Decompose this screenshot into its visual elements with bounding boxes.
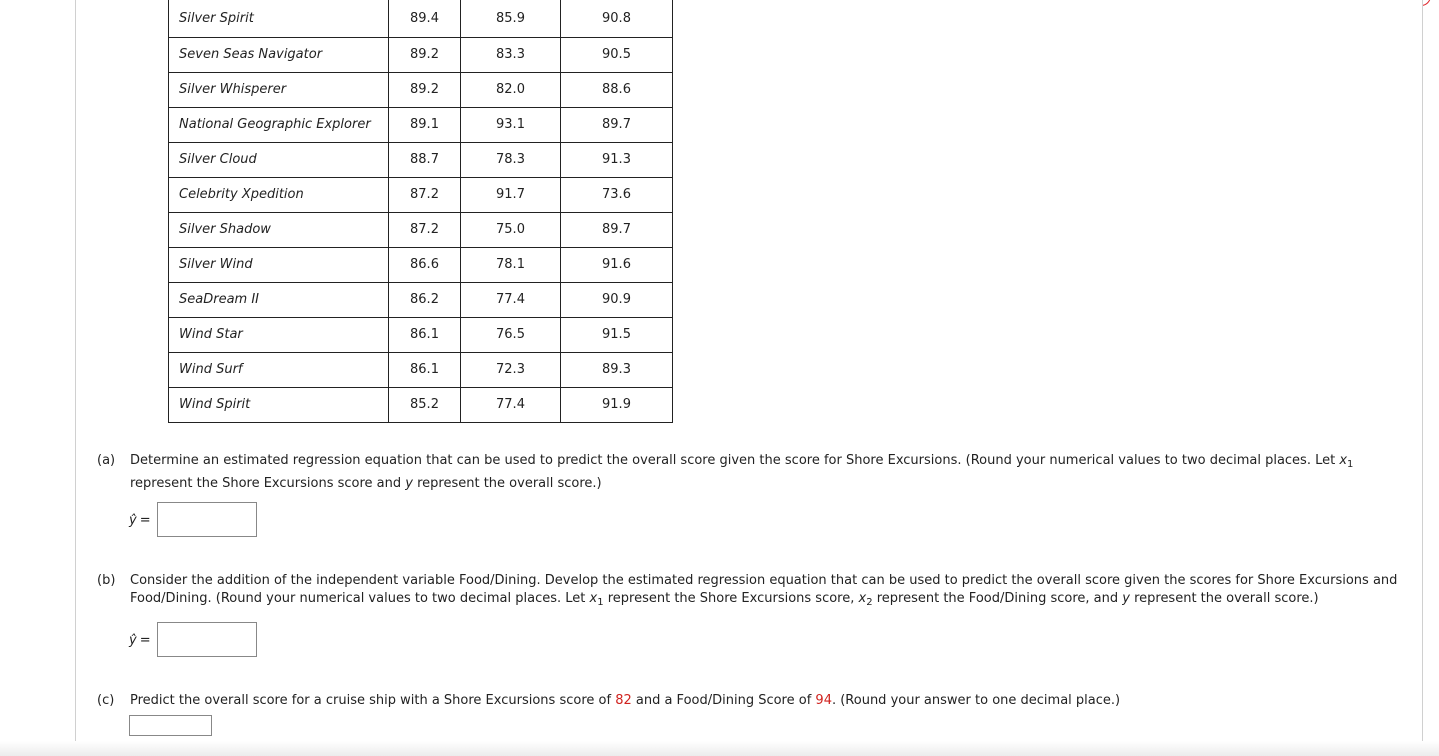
question-a-text-line2: represent the Shore Excursions score and	[130, 476, 406, 491]
table-row	[169, 387, 673, 422]
ship-name-cell: National Geographic Explorer	[169, 107, 389, 142]
question-b-text-line1: Consider the addition of the independent variable Food/Dining. Develop the estimated regression equation that can be used to predict the overall score given the scores for Shore Excursions and	[130, 573, 1398, 588]
question-b-text-line2: Food/Dining. (Round your numerical values to two decimal places. Let	[130, 591, 590, 606]
value-cell: 82.0	[461, 72, 561, 107]
table-row	[169, 352, 673, 387]
question-c-text: Predict the overall score for a cruise ship with a Shore Excursions score of	[130, 693, 616, 708]
ship-name-cell: Silver Whisperer	[169, 72, 389, 107]
bottom-shadow	[0, 741, 1439, 756]
answer-input-a[interactable]	[157, 502, 257, 537]
value-cell: 78.1	[461, 247, 561, 282]
table-row	[169, 0, 673, 37]
yhat-label-b: ŷ =	[129, 633, 151, 648]
value-cell: 91.9	[561, 387, 673, 422]
value-cell: 88.6	[561, 72, 673, 107]
value-cell: 91.6	[561, 247, 673, 282]
table-row	[169, 247, 673, 282]
value-cell: 91.7	[461, 177, 561, 212]
ship-name-cell: Wind Spirit	[169, 387, 389, 422]
ship-name-cell: Silver Wind	[169, 247, 389, 282]
ship-name-cell: Silver Shadow	[169, 212, 389, 247]
ship-name-cell: Seven Seas Navigator	[169, 37, 389, 72]
value-cell: 86.6	[389, 247, 461, 282]
question-a-label: (a)	[97, 453, 116, 468]
value-cell: 78.3	[461, 142, 561, 177]
cruise-ship-table	[168, 0, 673, 423]
value-cell: 90.8	[561, 0, 673, 37]
table-row	[169, 72, 673, 107]
table-row	[169, 142, 673, 177]
table-row	[169, 282, 673, 317]
value-cell: 85.2	[389, 387, 461, 422]
ship-name-cell: SeaDream II	[169, 282, 389, 317]
table-row	[169, 37, 673, 72]
value-cell: 90.5	[561, 37, 673, 72]
value-cell: 89.7	[561, 107, 673, 142]
value-cell: 91.3	[561, 142, 673, 177]
table-row	[169, 317, 673, 352]
answer-input-c[interactable]	[129, 715, 212, 736]
value-cell: 93.1	[461, 107, 561, 142]
value-cell: 89.2	[389, 72, 461, 107]
value-cell: 89.4	[389, 0, 461, 37]
table-row	[169, 177, 673, 212]
value-cell: 89.1	[389, 107, 461, 142]
value-cell: 86.1	[389, 352, 461, 387]
value-cell: 72.3	[461, 352, 561, 387]
value-cell: 87.2	[389, 212, 461, 247]
question-b-label: (b)	[97, 573, 116, 588]
value-cell: 77.4	[461, 282, 561, 317]
value-cell: 90.9	[561, 282, 673, 317]
table-row	[169, 212, 673, 247]
yhat-label-a: ŷ =	[129, 513, 151, 528]
value-cell: 73.6	[561, 177, 673, 212]
table-row	[169, 107, 673, 142]
value-cell: 75.0	[461, 212, 561, 247]
ship-name-cell: Wind Surf	[169, 352, 389, 387]
value-cell: 89.3	[561, 352, 673, 387]
food-score-value: 94	[815, 693, 832, 708]
value-cell: 85.9	[461, 0, 561, 37]
ship-name-cell: Silver Spirit	[169, 0, 389, 37]
value-cell: 88.7	[389, 142, 461, 177]
ship-name-cell: Silver Cloud	[169, 142, 389, 177]
value-cell: 91.5	[561, 317, 673, 352]
value-cell: 86.2	[389, 282, 461, 317]
ship-name-cell: Celebrity Xpedition	[169, 177, 389, 212]
value-cell: 77.4	[461, 387, 561, 422]
value-cell: 83.3	[461, 37, 561, 72]
value-cell: 89.7	[561, 212, 673, 247]
value-cell: 89.2	[389, 37, 461, 72]
shore-score-value: 82	[615, 693, 632, 708]
value-cell: 86.1	[389, 317, 461, 352]
answer-input-b[interactable]	[157, 622, 257, 657]
question-a-text-line1: Determine an estimated regression equation that can be used to predict the overall score given the score for Shore Excursions. (Round your numerical values to two decimal places. Let	[130, 453, 1340, 468]
question-c-label: (c)	[97, 693, 115, 708]
ship-name-cell: Wind Star	[169, 317, 389, 352]
value-cell: 76.5	[461, 317, 561, 352]
value-cell: 87.2	[389, 177, 461, 212]
